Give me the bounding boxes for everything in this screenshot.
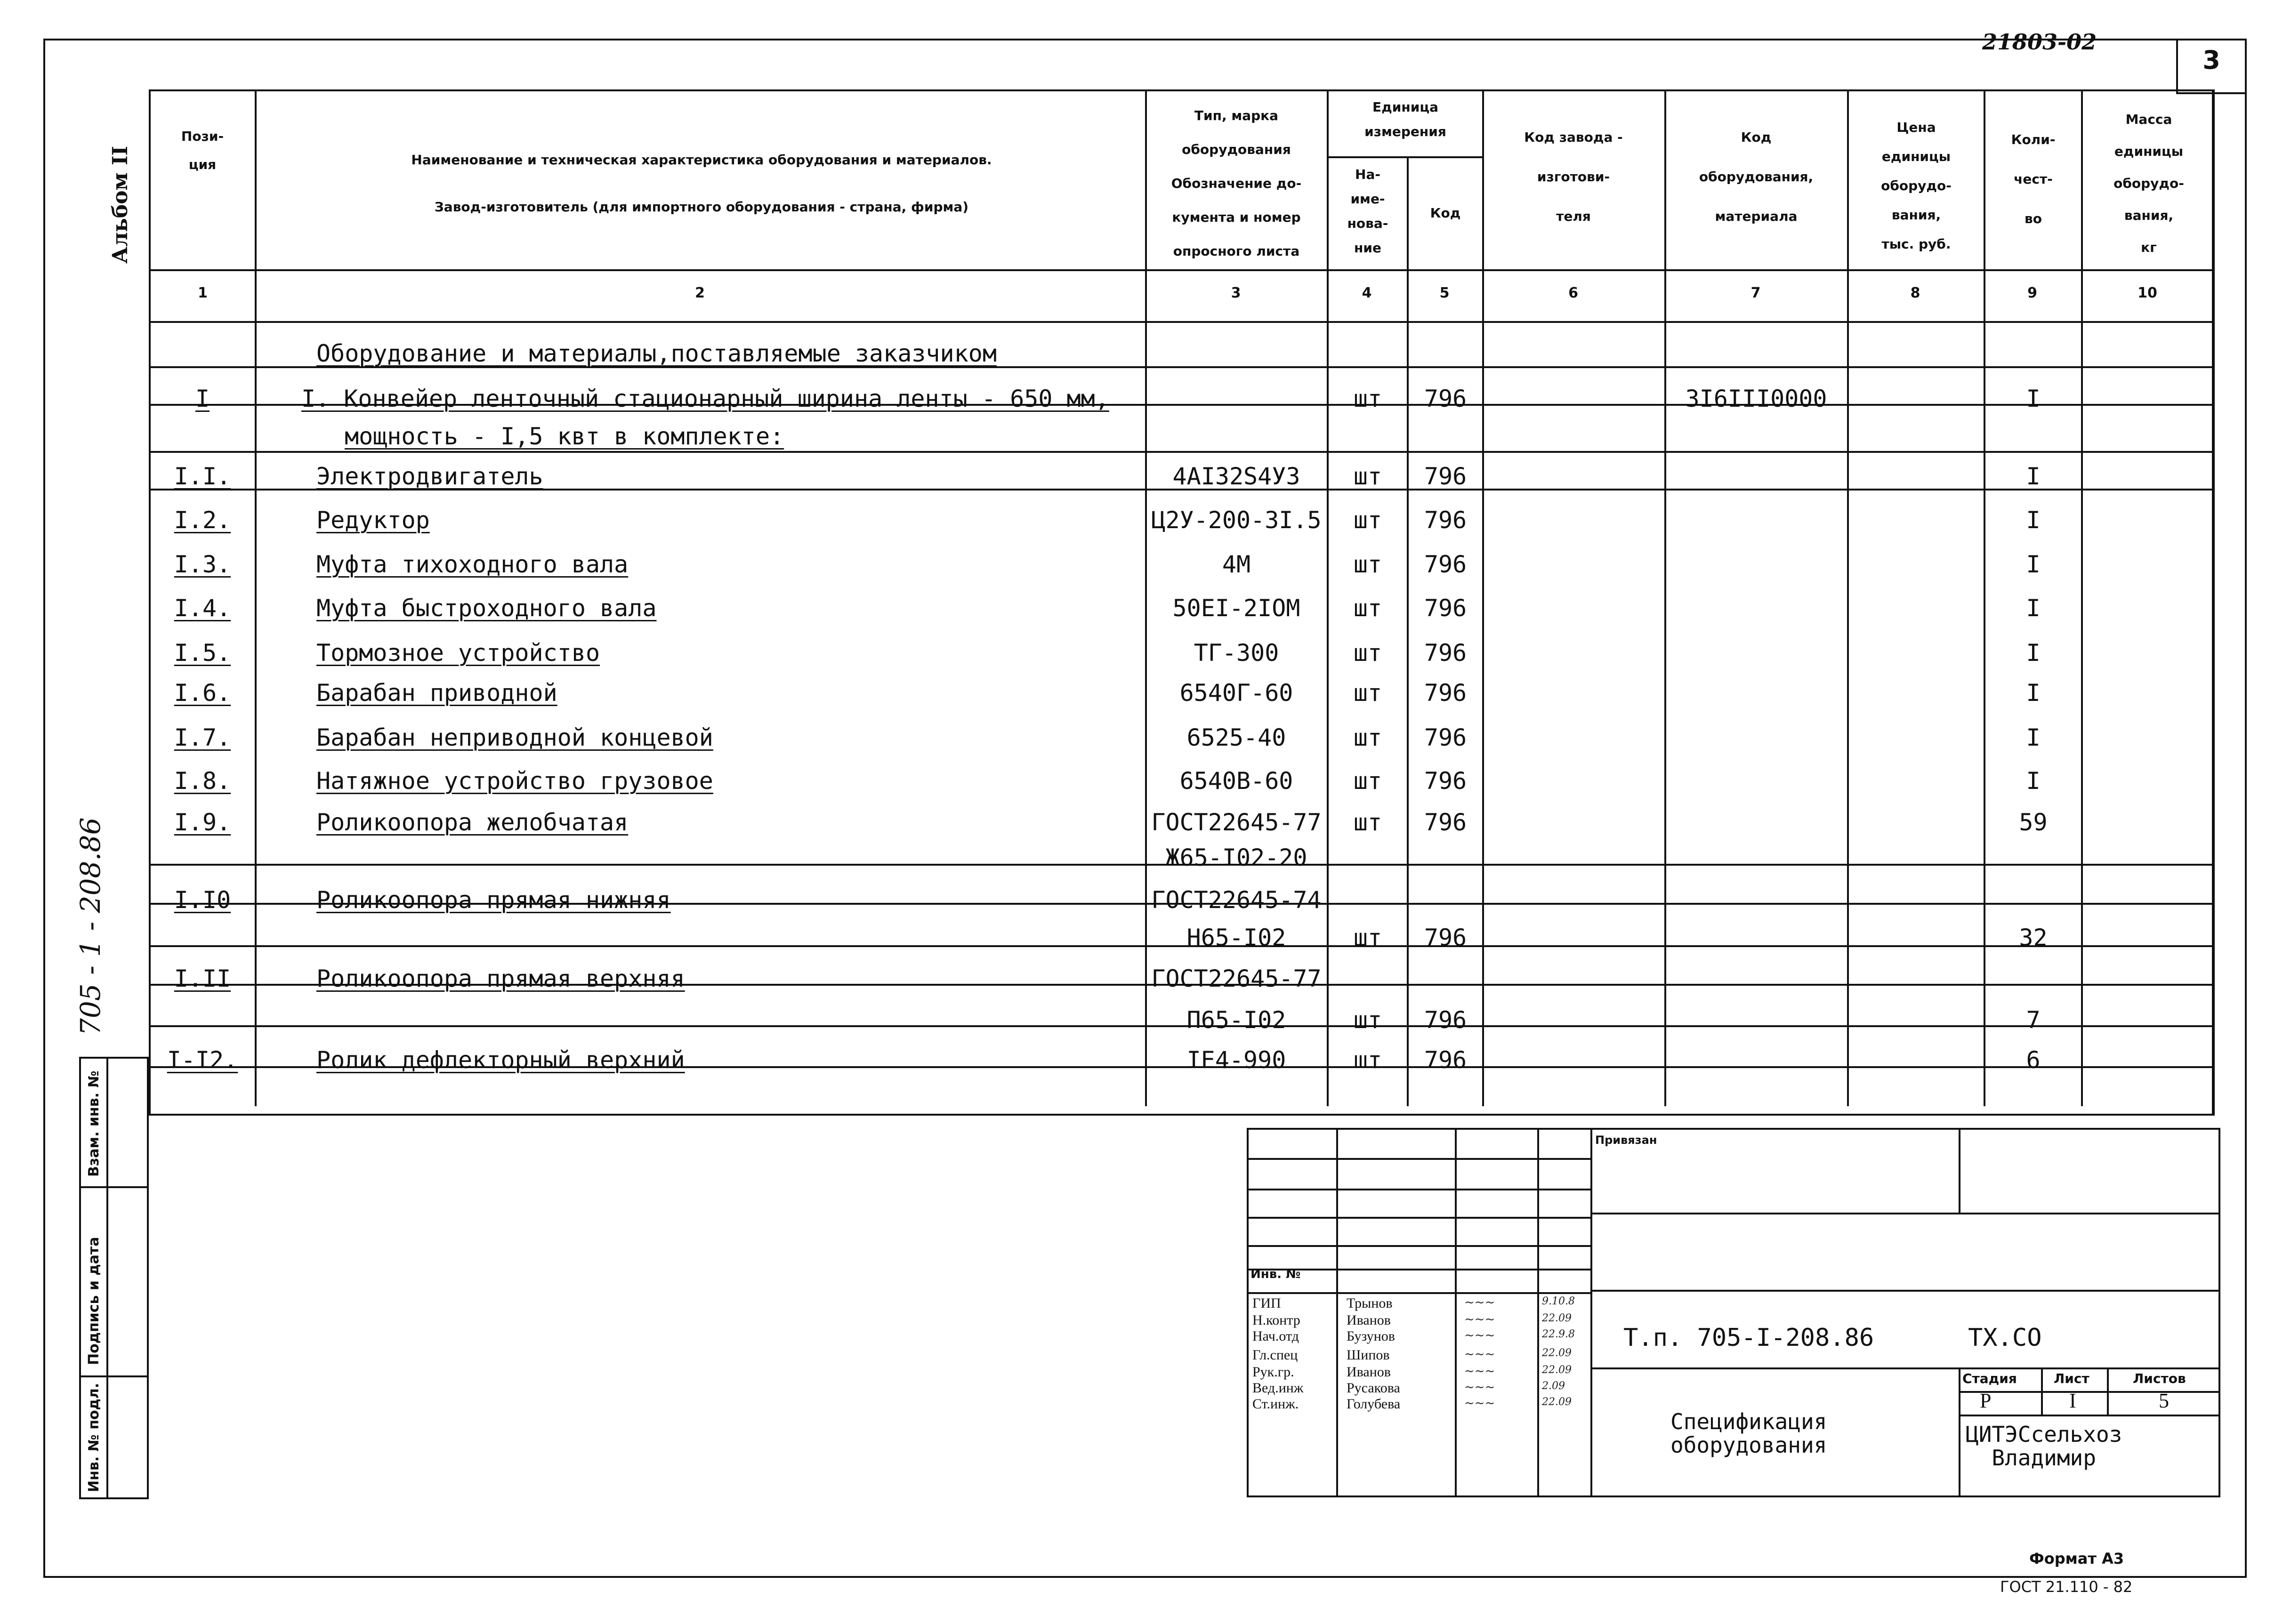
cell-position: I — [195, 385, 210, 412]
sheets-value: 5 — [2159, 1389, 2169, 1412]
stamp-role: Нач.отд — [1252, 1328, 1299, 1344]
signature-mark: ~~~ — [1464, 1396, 1495, 1410]
sheet-value: I — [2069, 1389, 2076, 1412]
signature-mark: ~~~ — [1464, 1364, 1495, 1378]
doc-title: Спецификация оборудования — [1670, 1409, 1827, 1458]
col-header-9: Коли- чест- во — [2011, 132, 2056, 226]
stage-value: Р — [1980, 1389, 1992, 1412]
format-label: Формат А3 — [2029, 1550, 2124, 1568]
cell-quantity: I — [2026, 551, 2041, 578]
col-no-9: 9 — [2027, 285, 2037, 301]
cell-quantity: 6 — [2026, 1046, 2041, 1074]
cell-quantity: 59 — [2019, 809, 2048, 836]
cell-unit-code: 796 — [1424, 1006, 1467, 1034]
cell-unit-code: 796 — [1424, 767, 1467, 795]
stamp-role: Вед.инж — [1252, 1380, 1304, 1396]
organization: ЦИТЭСсельхоз Владимир — [1966, 1422, 2122, 1471]
cell-position: I.6. — [174, 679, 231, 707]
stamp-date: 2.09 — [1542, 1380, 1565, 1392]
cell-quantity: I — [2026, 639, 2041, 667]
cell-unit: шт — [1353, 506, 1382, 534]
cell-unit: шт — [1353, 639, 1382, 667]
cell-unit: шт — [1353, 1006, 1382, 1034]
gost-label: ГОСТ 21.110 - 82 — [2000, 1578, 2133, 1596]
cell-name: Натяжное устройство грузовое — [316, 767, 713, 795]
cell-unit-code: 796 — [1424, 595, 1467, 622]
cell-unit-code: 796 — [1424, 385, 1467, 412]
signature-mark: ~~~ — [1464, 1347, 1495, 1361]
privyazan-label: Привязан — [1595, 1134, 1657, 1147]
stamp-name: Шипов — [1347, 1347, 1390, 1363]
col-header-4: На- име- нова- ние — [1347, 167, 1388, 256]
cell-type: 6540В-60 — [1179, 767, 1293, 795]
sheet-label: Лист — [2054, 1371, 2089, 1386]
col-no-7: 7 — [1751, 285, 1761, 301]
cell-name: Электродвигатель — [316, 463, 543, 490]
cell-type: П65-I02 — [1186, 1006, 1286, 1034]
col-header-6: Код завода - изготови- теля — [1524, 129, 1623, 224]
side-title: Альбом II — [108, 145, 132, 264]
cell-type: 4М — [1222, 551, 1251, 578]
cell-name: Муфта быстроходного вала — [316, 595, 657, 622]
stamp-role: Гл.спец — [1252, 1347, 1298, 1363]
cell-quantity: I — [2026, 679, 2041, 707]
cell-unit-code: 796 — [1424, 506, 1467, 534]
col-no-1: 1 — [198, 285, 208, 301]
col-no-5: 5 — [1439, 285, 1450, 301]
stamp-date: 22.09 — [1542, 1312, 1572, 1324]
doc-code: 21803-02 — [1982, 29, 2097, 55]
cell-type: Ж65-I02-20 — [1165, 844, 1307, 871]
unit-group-header: Единица измерения — [1364, 99, 1446, 139]
cell-unit-code: 796 — [1424, 463, 1467, 490]
cell-position: I.9. — [174, 809, 231, 836]
cell-position: I.3. — [174, 551, 231, 578]
col-header-2: Наименование и техническая характеристика оборудования и материалов. Завод-изготовитель (для импортного оборудования - страна, фирма) — [411, 152, 992, 215]
cell-type: ГОСТ22645-74 — [1151, 886, 1322, 914]
cell-position: I.7. — [174, 724, 231, 751]
cell-quantity: I — [2026, 506, 2041, 534]
stamp-role: Ст.инж. — [1252, 1396, 1299, 1412]
cell-quantity: I — [2026, 463, 2041, 490]
side-field-inv: Инв. № подл. — [86, 1383, 102, 1492]
cell-type: 4AI32S4У3 — [1172, 463, 1300, 490]
cell-name: Ролик дефлекторный верхний — [316, 1046, 685, 1074]
cell-position: I.5. — [174, 639, 231, 667]
cell-unit: шт — [1353, 385, 1382, 412]
cell-type: 6525-40 — [1186, 724, 1286, 751]
cell-quantity: 32 — [2019, 924, 2048, 951]
stamp-role: ГИП — [1252, 1295, 1281, 1311]
cell-unit: шт — [1353, 924, 1382, 951]
section-title: Оборудование и материалы,поставляемые заказчиком — [316, 340, 997, 367]
cell-position: I.I0 — [174, 886, 231, 914]
cell-unit: шт — [1353, 595, 1382, 622]
stamp-name: Иванов — [1347, 1364, 1391, 1380]
stamp-name: Голубева — [1347, 1396, 1401, 1412]
cell-name: Роликоопора прямая нижняя — [316, 886, 671, 914]
sheet-corner-number: 3 — [2202, 45, 2220, 75]
col-no-10: 10 — [2138, 285, 2157, 301]
stamp-name: Иванов — [1347, 1312, 1391, 1328]
doc-mark: ТХ.СО — [1968, 1324, 2042, 1352]
cell-type: Ц2У-200-3I.5 — [1151, 506, 1322, 534]
cell-name: Редуктор — [316, 506, 430, 534]
side-field-sign: Подпись и дата — [86, 1237, 102, 1365]
cell-unit: шт — [1353, 1046, 1382, 1074]
cell-unit-code: 796 — [1424, 924, 1467, 951]
cell-position: I.2. — [174, 506, 231, 534]
cell-position: I.4. — [174, 595, 231, 622]
cell-quantity: I — [2026, 724, 2041, 751]
cell-type: ГОСТ22645-77 — [1151, 809, 1322, 836]
cell-unit-code: 796 — [1424, 679, 1467, 707]
col-header-8: Цена единицы оборудо- вания, тыс. руб. — [1881, 120, 1952, 252]
col-header-10: Масса единицы оборудо- вания, кг — [2114, 112, 2184, 255]
cell-unit-code: 796 — [1424, 1046, 1467, 1074]
cell-type: IЕ4-990 — [1186, 1046, 1286, 1074]
cell-unit: шт — [1353, 463, 1382, 490]
stamp-date: 22.9.8 — [1542, 1328, 1575, 1340]
stamp-date: 9.10.8 — [1542, 1295, 1575, 1307]
stamp-role: Рук.гр. — [1252, 1364, 1294, 1380]
cell-equipment-code: 3I6III0000 — [1685, 385, 1827, 412]
cell-type: ГОСТ22645-77 — [1151, 965, 1322, 992]
cell-position: I.I. — [174, 463, 231, 490]
cell-position: I-I2. — [167, 1046, 238, 1074]
cell-name: Муфта тихоходного вала — [316, 551, 629, 578]
signature-mark: ~~~ — [1464, 1312, 1495, 1327]
col-header-3: Тип, марка оборудования Обозначение до- кумента и номер опросного листа — [1171, 108, 1302, 259]
cell-position: I.8. — [174, 767, 231, 795]
cell-unit-code: 796 — [1424, 551, 1467, 578]
cell-quantity: I — [2026, 767, 2041, 795]
signature-mark: ~~~ — [1464, 1295, 1495, 1310]
stamp-name: Русакова — [1347, 1380, 1400, 1396]
cell-name: Роликоопора желобчатая — [316, 809, 629, 836]
cell-unit-code: 796 — [1424, 809, 1467, 836]
cell-name: Барабан приводной — [316, 679, 557, 707]
cell-type: 6540Г-60 — [1179, 679, 1293, 707]
cell-unit: шт — [1353, 551, 1382, 578]
cell-name: Барабан неприводной концевой — [316, 724, 713, 751]
col-no-4: 4 — [1362, 285, 1372, 301]
cell-unit-code: 796 — [1424, 724, 1467, 751]
col-no-2: 2 — [695, 285, 705, 301]
side-drawing-ref: 705 - 1 - 208.86 — [74, 817, 106, 1036]
col-header-5: Код — [1430, 205, 1461, 221]
cell-unit: шт — [1353, 767, 1382, 795]
col-header-1: Пози- ция — [181, 129, 224, 172]
cell-type: ТГ-300 — [1194, 639, 1279, 667]
sheets-label: Листов — [2133, 1371, 2186, 1386]
cell-position: I.II — [174, 965, 231, 992]
col-no-8: 8 — [1910, 285, 1920, 301]
cell-type: Н65-I02 — [1186, 924, 1286, 951]
cell-name: Роликоопора прямая верхняя — [316, 965, 685, 992]
cell-quantity: I — [2026, 595, 2041, 622]
stamp-name: Бузунов — [1347, 1328, 1395, 1344]
cell-name: мощность - I,5 квт в комплекте: — [345, 423, 784, 450]
cell-unit-code: 796 — [1424, 639, 1467, 667]
col-no-6: 6 — [1568, 285, 1578, 301]
side-field-zam: Взам. инв. № — [86, 1070, 102, 1177]
cell-unit: шт — [1353, 679, 1382, 707]
cell-type: 50ЕI-2IОМ — [1172, 595, 1300, 622]
signature-mark: ~~~ — [1464, 1328, 1495, 1343]
cell-quantity: I — [2026, 385, 2041, 412]
col-header-7: Код оборудования, материала — [1699, 129, 1814, 224]
cell-name: I. Конвейер ленточный стационарный ширина ленты - 650 мм, — [301, 385, 1109, 412]
col-no-3: 3 — [1231, 285, 1241, 301]
stamp-role: Н.контр — [1252, 1312, 1300, 1328]
stage-label: Стадия — [1962, 1371, 2017, 1386]
stamp-date: 22.09 — [1542, 1396, 1572, 1408]
cell-name: Тормозное устройство — [316, 639, 600, 667]
signature-mark: ~~~ — [1464, 1380, 1495, 1394]
cell-unit: шт — [1353, 809, 1382, 836]
project-code: Т.п. 705-I-208.86 — [1623, 1324, 1874, 1352]
stamp-date: 22.09 — [1542, 1347, 1572, 1359]
cell-unit: шт — [1353, 724, 1382, 751]
inv-no-label: Инв. № — [1250, 1267, 1301, 1281]
stamp-date: 22.09 — [1542, 1364, 1572, 1376]
stamp-name: Трынов — [1347, 1295, 1393, 1311]
cell-quantity: 7 — [2026, 1006, 2041, 1034]
